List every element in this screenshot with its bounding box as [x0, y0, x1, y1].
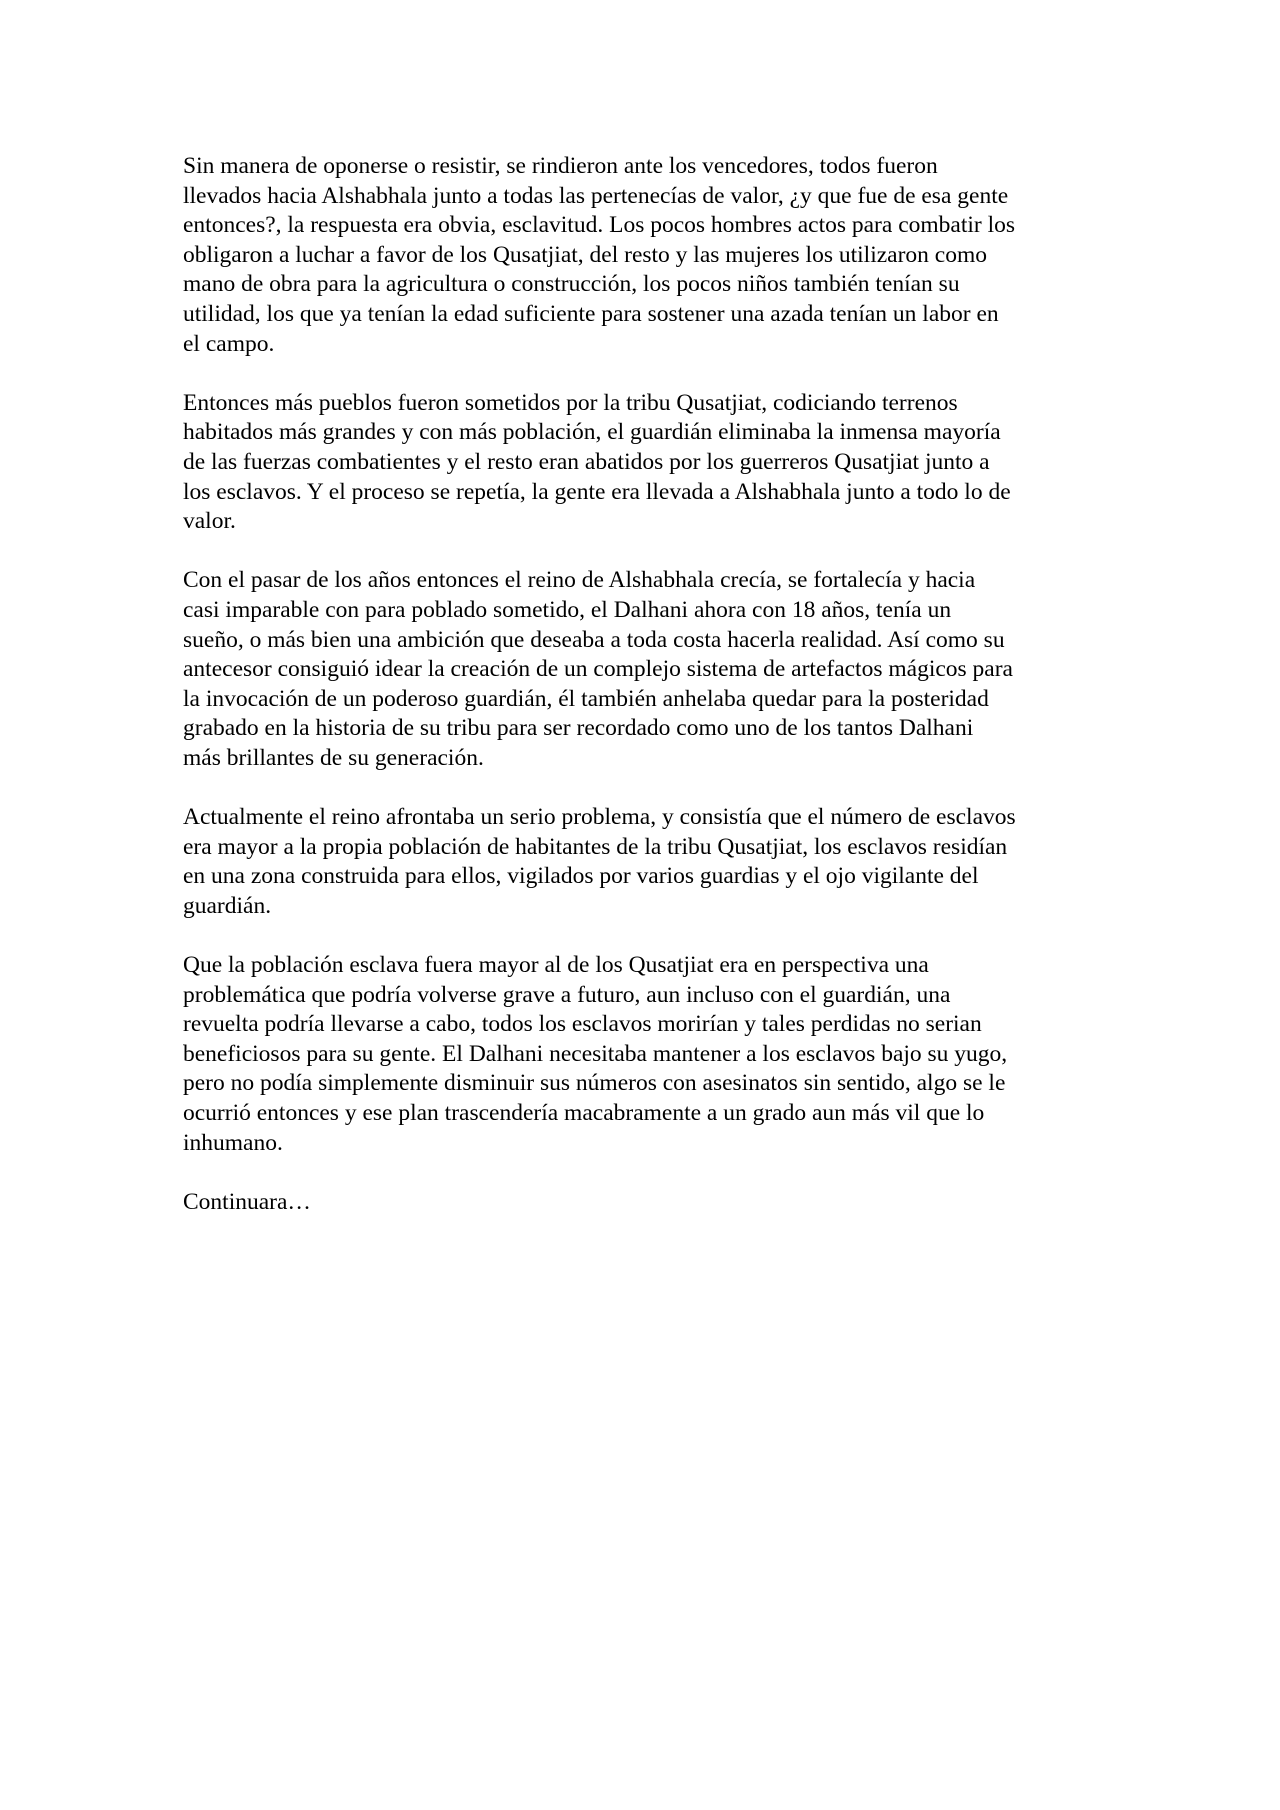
- document-body: [183, 152, 1103, 1247]
- text-line: de las fuerzas combatientes y el resto eran abatidos por los guerreros Qusatjiat junto a: [183, 448, 990, 475]
- paragraph-6: [183, 1188, 1103, 1218]
- text-line: habitados más grandes y con más población, el guardián eliminaba la inmensa mayoría: [183, 419, 1001, 446]
- text-line: era mayor a la propia población de habitantes de la tribu Qusatjiat, los esclavos residían: [183, 833, 1008, 860]
- text-line: Que la población esclava fuera mayor al de los Qusatjiat era en perspectiva una: [183, 952, 929, 979]
- text-line: casi imparable con para poblado sometido, el Dalhani ahora con 18 años, tenía un: [183, 596, 952, 623]
- text-line: revuelta podría llevarse a cabo, todos los esclavos morirían y tales perdidas no serian: [183, 1011, 982, 1038]
- text-line: antecesor consiguió idear la creación de un complejo sistema de artefactos mágicos para: [183, 656, 1013, 683]
- text-line: obligaron a luchar a favor de los Qusatjiat, del resto y las mujeres los utilizaron como: [183, 241, 987, 268]
- text-line: Continuara…: [183, 1188, 311, 1215]
- text-line: beneficiosos para su gente. El Dalhani necesitaba mantener a los esclavos bajo su yugo,: [183, 1040, 1008, 1067]
- text-line: valor.: [183, 508, 236, 535]
- text-line: inhumano.: [183, 1129, 283, 1156]
- text-line: utilidad, los que ya tenían la edad suficiente para sostener una azada tenían un labor en: [183, 300, 999, 327]
- text-line: Con el pasar de los años entonces el reino de Alshabhala crecía, se fortalecía y hacia: [183, 567, 976, 594]
- text-line: la invocación de un poderoso guardián, él también anhelaba quedar para la posteridad: [183, 685, 989, 712]
- paragraph-1: [183, 152, 1103, 359]
- text-line: ocurrió entonces y ese plan trascendería macabramente a un grado aun más vil que lo: [183, 1100, 985, 1126]
- text-line: problemática que podría volverse grave a futuro, aun incluso con el guardián, una: [183, 981, 951, 1008]
- text-line: en una zona construida para ellos, vigilados por varios guardias y el ojo vigilante del: [183, 863, 979, 890]
- text-line: pero no podía simplemente disminuir sus números con asesinatos sin sentido, algo se le: [183, 1070, 1006, 1097]
- text-line: más brillantes de su generación.: [183, 744, 484, 771]
- paragraph-3: [183, 566, 1103, 773]
- paragraph-4: [183, 803, 1103, 921]
- text-line: los esclavos. Y el proceso se repetía, la gente era llevada a Alshabhala junto a todo lo de: [183, 478, 1011, 505]
- paragraph-5: [183, 951, 1103, 1158]
- text-line: llevados hacia Alshabhala junto a todas las pertenecías de valor, ¿y que fue de esa gente: [183, 182, 1009, 209]
- paragraph-2: [183, 389, 1103, 537]
- text-line: Actualmente el reino afrontaba un serio problema, y consistía que el número de esclavos: [183, 804, 1016, 831]
- text-line: grabado en la historia de su tribu para ser recordado como uno de los tantos Dalhani: [183, 715, 974, 742]
- text-line: mano de obra para la agricultura o construcción, los pocos niños también tenían su: [183, 271, 960, 298]
- text-line: sueño, o más bien una ambición que deseaba a toda costa hacerla realidad. Así como su: [183, 626, 1005, 653]
- text-line: el campo.: [183, 330, 275, 357]
- text-line: entonces?, la respuesta era obvia, esclavitud. Los pocos hombres actos para combatir los: [183, 212, 1016, 239]
- text-line: Sin manera de oponerse o resistir, se rindieron ante los vencedores, todos fueron: [183, 153, 938, 179]
- text-line: guardián.: [183, 892, 272, 919]
- text-line: Entonces más pueblos fueron sometidos por la tribu Qusatjiat, codiciando terrenos: [183, 389, 958, 416]
